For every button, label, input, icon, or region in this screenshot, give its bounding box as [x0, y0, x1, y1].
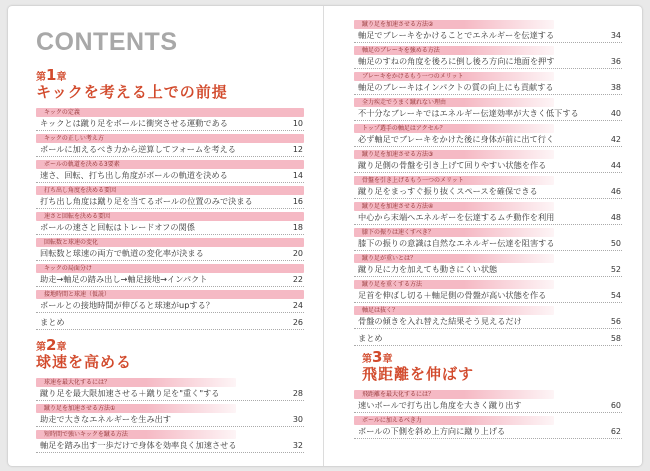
entry-title: 軸足を踏み出す一歩だけで身体を効率良く加速させる — [40, 440, 237, 450]
section-tag: 速さと回転を決める要因 — [36, 212, 304, 221]
section-tag: 蹴り足を加速させる方法③ — [354, 150, 554, 159]
toc-line — [354, 29, 622, 43]
section-tag: 蹴り足が重いとは？ — [354, 254, 554, 263]
section-tag: 飛距離を最大化するには？ — [354, 390, 554, 399]
left-page — [36, 26, 304, 456]
section-tag: ボールの軌道を決める3要素 — [36, 160, 304, 169]
toc-entry[interactable] — [36, 160, 304, 183]
entry-title: 軸足のすねの角度を後ろに倒し後ろ方向に地面を押す — [358, 56, 555, 66]
toc-entry[interactable] — [354, 254, 622, 277]
toc-entry[interactable] — [354, 20, 622, 43]
toc-line — [354, 289, 622, 303]
chapter-title: キックを考える上での前提 — [36, 83, 228, 101]
page-number: 36 — [610, 57, 621, 66]
toc-entry[interactable] — [36, 264, 304, 287]
contents-heading: CONTENTS — [36, 28, 178, 56]
section-tag: 短時間で強いキックを蹴る方法 — [36, 430, 236, 439]
toc-line — [36, 439, 304, 453]
page-number: 20 — [292, 249, 303, 258]
page-number: 34 — [610, 31, 621, 40]
right-page — [354, 20, 622, 442]
toc-entry[interactable] — [354, 280, 622, 303]
page-number: 46 — [610, 187, 621, 196]
entry-title: 助走で大きなエネルギーを生み出す — [40, 414, 172, 424]
section-tag: 全力疾走でうまく蹴れない理由 — [354, 98, 554, 107]
section-tag: 球速を最大化するには？ — [36, 378, 236, 387]
entry-title: 速いボールで打ち出し角度を大きく蹴り出す — [358, 400, 522, 410]
toc-line — [354, 133, 622, 147]
toc-line — [36, 387, 304, 401]
page-number: 42 — [610, 135, 621, 144]
section-tag: 軸足のブレーキを強める方法 — [354, 46, 554, 55]
entry-title: ボールとの接地時間が伸びると球速がupする？ — [40, 300, 214, 310]
page-number: 56 — [610, 317, 621, 326]
toc-entry[interactable] — [354, 306, 622, 329]
toc-line — [354, 107, 622, 121]
toc-entry[interactable] — [354, 390, 622, 413]
toc-entry[interactable] — [36, 378, 304, 401]
section-tag: ブレーキをかけるもう一つのメリット — [354, 72, 554, 81]
toc-entry[interactable] — [354, 98, 622, 121]
toc-entry[interactable] — [36, 290, 304, 313]
toc-entry[interactable] — [36, 316, 304, 330]
page-number: 10 — [292, 119, 303, 128]
toc-line — [354, 237, 622, 251]
entry-title: 足首を伸ばし切る＋軸足側の骨盤が高い状態を作る — [358, 290, 547, 300]
toc-entry[interactable] — [36, 212, 304, 235]
toc-line — [354, 263, 622, 277]
entry-title: 蹴り足側の骨盤を引き上げて回りやすい状態を作る — [358, 160, 547, 170]
toc-entry[interactable] — [36, 108, 304, 131]
entry-title: 不十分なブレーキではエネルギー伝達効率が大きく低下する — [358, 108, 579, 118]
page-number: 28 — [292, 389, 303, 398]
page-number: 54 — [610, 291, 621, 300]
entry-title: 蹴り足をまっすぐ振り抜くスペースを確保できる — [358, 186, 538, 196]
entry-title: 蹴り足を最大限加速させる＋蹴り足を"重く"する — [40, 388, 220, 398]
toc-line — [354, 55, 622, 69]
book-spread — [8, 6, 642, 466]
page-number: 30 — [292, 415, 303, 424]
chapter-label: 第1章 — [36, 66, 67, 84]
page-number: 24 — [292, 301, 303, 310]
entry-title: ボールの下側を斜め上方向に蹴り上げる — [358, 426, 506, 436]
chapter-title: 球速を高める — [36, 353, 133, 371]
section-tag: 接地時間と球速（仮説） — [36, 290, 304, 299]
entry-title: キックとは蹴り足をボールに衝突させる運動である — [40, 118, 228, 128]
toc-line — [354, 315, 622, 329]
page-number: 44 — [610, 161, 621, 170]
section-tag: トップ選手の軸足はアクセル？ — [354, 124, 554, 133]
toc-line — [36, 316, 304, 330]
toc-entry[interactable] — [36, 186, 304, 209]
toc-line — [36, 273, 304, 287]
toc-entry[interactable] — [354, 228, 622, 251]
toc-entry[interactable] — [354, 150, 622, 173]
page-number: 48 — [610, 213, 621, 222]
toc-line — [36, 247, 304, 261]
toc-entry[interactable] — [354, 416, 622, 439]
section-tag: 膝下の振りは速くすべき？ — [354, 228, 554, 237]
toc-line — [36, 169, 304, 183]
entry-title: 軸足でブレーキをかけることでエネルギーを伝達する — [358, 30, 555, 40]
toc-entry[interactable] — [36, 134, 304, 157]
toc-entry[interactable] — [354, 72, 622, 95]
page-number: 40 — [610, 109, 621, 118]
page-number: 14 — [292, 171, 303, 180]
toc-line — [354, 332, 622, 346]
page-gutter — [323, 6, 324, 466]
toc-entry[interactable] — [354, 124, 622, 147]
toc-line — [354, 185, 622, 199]
entry-title: まとめ — [358, 333, 383, 343]
toc-line — [354, 425, 622, 439]
page-number: 58 — [610, 334, 621, 343]
page-number: 32 — [292, 441, 303, 450]
toc-entry[interactable] — [354, 176, 622, 199]
page-number: 18 — [292, 223, 303, 232]
entry-title: 打ち出し角度は蹴り足を当てるボールの位置のみで決まる — [40, 196, 253, 206]
toc-line — [36, 117, 304, 131]
chapter-label: 第3章 — [362, 348, 393, 366]
page-number: 38 — [610, 83, 621, 92]
entry-title: 蹴り足に力を加えても動きにくい状態 — [358, 264, 498, 274]
page-number: 12 — [292, 145, 303, 154]
section-tag: 骨盤を引き上げるもう一つのメリット — [354, 176, 554, 185]
entry-title: 膝下の振りの意識は自然なエネルギー伝達を阻害する — [358, 238, 555, 248]
section-tag: 軸足は抜く？ — [354, 306, 554, 315]
section-tag: 回転数と球速の変化 — [36, 238, 304, 247]
entry-title: 必ず軸足でブレーキをかけた後に身体が前に出て行く — [358, 134, 555, 144]
toc-line — [36, 195, 304, 209]
entry-title: 回転数と球速の両方で軌道の変化率が決まる — [40, 248, 204, 258]
toc-entry[interactable] — [36, 238, 304, 261]
entry-title: 中心から末端へエネルギーを伝達するムチ動作を利用 — [358, 212, 555, 222]
entry-title: ボールに加えるべき力から逆算してフォームを考える — [40, 144, 236, 154]
toc-entry[interactable] — [354, 46, 622, 69]
page-number: 16 — [292, 197, 303, 206]
section-tag: キックの局面分け — [36, 264, 304, 273]
page-number: 52 — [610, 265, 621, 274]
section-tag: キックの定義 — [36, 108, 304, 117]
toc-line — [354, 81, 622, 95]
section-tag: 蹴り足を加速させる方法④ — [354, 202, 554, 211]
section-tag: 蹴り足を加速させる方法② — [354, 20, 554, 29]
toc-line — [354, 211, 622, 225]
entry-title: 軸足のブレーキはインパクトの質の向上にも貢献する — [358, 82, 554, 92]
page-number: 50 — [610, 239, 621, 248]
toc-line — [36, 143, 304, 157]
toc-entry[interactable] — [354, 332, 622, 346]
toc-line — [354, 159, 622, 173]
entry-title: 骨盤の傾きを入れ替えた結果そう見えるだけ — [358, 316, 522, 326]
toc-entry[interactable] — [36, 404, 304, 427]
entry-title: ボールの速さと回転はトレードオフの関係 — [40, 222, 195, 232]
chapter-3 — [362, 350, 622, 384]
chapter-2 — [36, 338, 304, 453]
toc-line — [36, 221, 304, 235]
toc-line — [36, 299, 304, 313]
toc-line — [36, 413, 304, 427]
chapter-1 — [36, 68, 304, 330]
chapter-title: 飛距離を伸ばす — [362, 365, 475, 383]
entry-title: まとめ — [40, 317, 65, 327]
toc-entry[interactable] — [36, 430, 304, 453]
section-tag: ボールに加えるべき力 — [354, 416, 554, 425]
page-number: 60 — [610, 401, 621, 410]
chapter-label: 第2章 — [36, 336, 67, 354]
page-number: 62 — [610, 427, 621, 436]
section-tag: 蹴り足を加速させる方法① — [36, 404, 236, 413]
section-tag: 蹴り足を重くする方法 — [354, 280, 554, 289]
section-tag: 打ち出し角度を決める要因 — [36, 186, 304, 195]
entry-title: 助走→軸足の踏み出し→軸足接地→インパクト — [40, 274, 208, 284]
toc-line — [354, 399, 622, 413]
toc-entry[interactable] — [354, 202, 622, 225]
page-number: 26 — [292, 318, 303, 327]
page-number: 22 — [292, 275, 303, 284]
section-tag: キックの正しい考え方 — [36, 134, 304, 143]
entry-title: 速さ、回転、打ち出し角度がボールの軌道を決める — [40, 170, 228, 180]
